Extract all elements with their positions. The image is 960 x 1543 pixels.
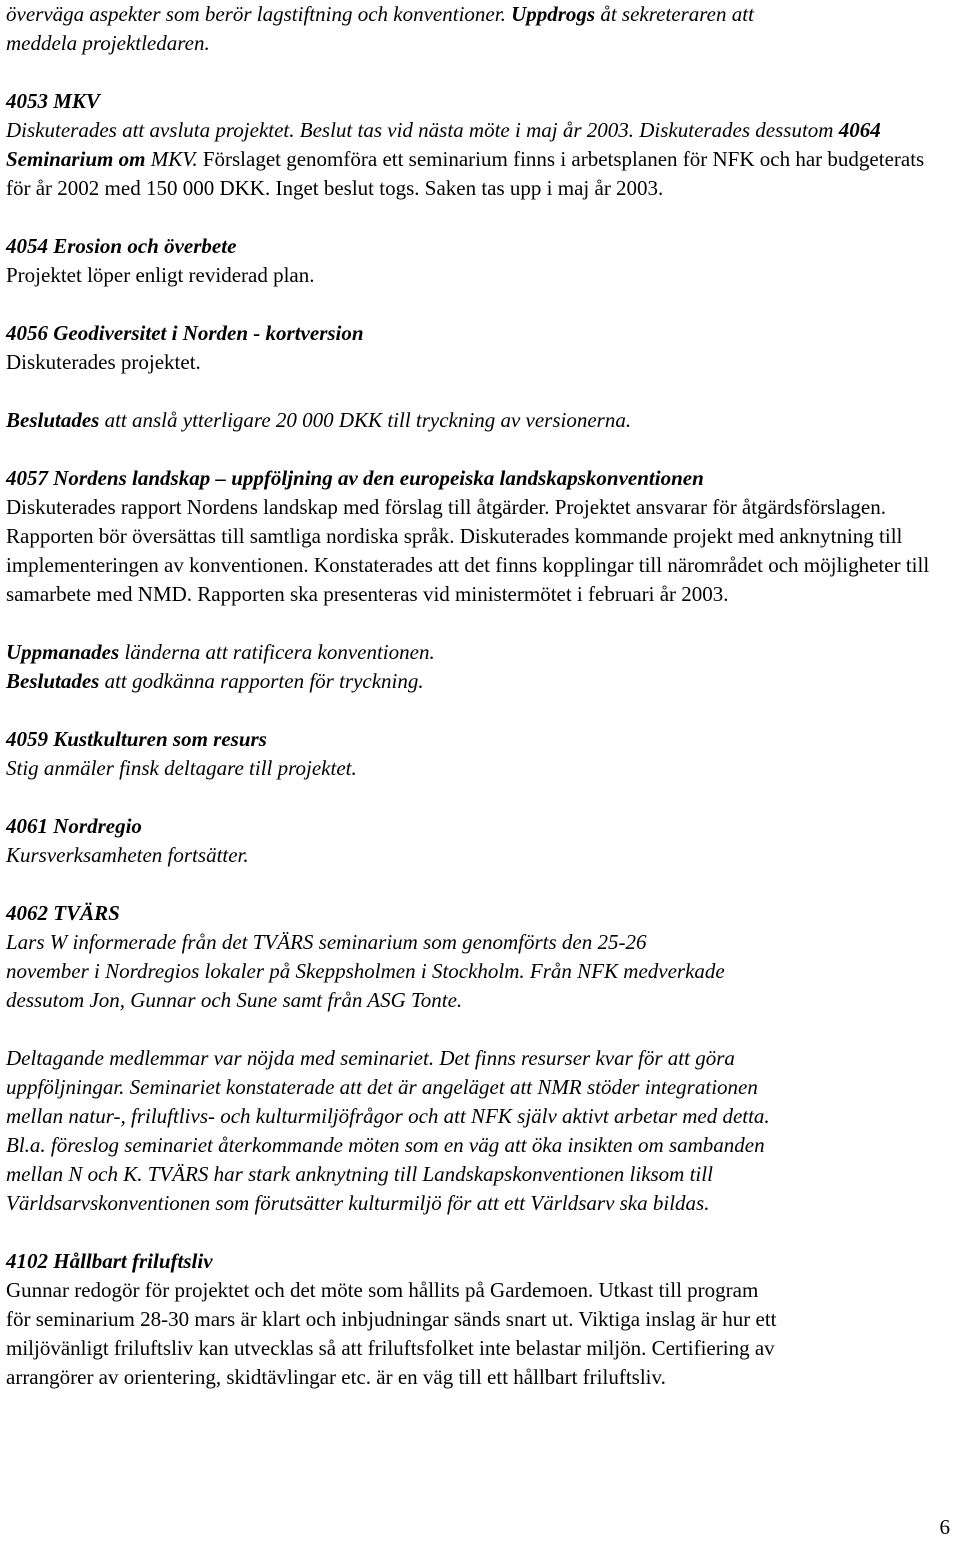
intro-text-line2: meddela projektledaren.: [6, 31, 210, 55]
section-4062-line: november i Nordregios lokaler på Skeppsholmen i Stockholm. Från NFK medverkade: [6, 959, 725, 983]
section-4054: [6, 232, 951, 290]
decision-verb: Uppmanades: [6, 640, 120, 664]
section-heading-4053: 4053 MKV: [6, 89, 100, 113]
section-4057: [6, 464, 951, 609]
section-4059: [6, 725, 951, 783]
section-heading-4102: 4102 Hållbart friluftsliv: [6, 1249, 213, 1273]
section-4062-followup: [6, 1044, 951, 1218]
decision-text: att godkänna rapporten för tryckning.: [99, 669, 424, 693]
section-4057-decisions: [6, 638, 951, 696]
section-4062-line: mellan N och K. TVÄRS har stark anknytning till Landskapskonventionen liksom till: [6, 1162, 713, 1186]
section-4053-text-mkv: MKV.: [145, 147, 203, 171]
section-4062: [6, 899, 951, 1015]
section-heading-4062: 4062 TVÄRS: [6, 901, 120, 925]
section-4102-line: arrangörer av orientering, skidtävlingar etc. är en väg till ett hållbart friluftsliv.: [6, 1365, 666, 1389]
section-4102-line: för seminarium 28-30 mars är klart och inbjudningar sänds snart ut. Viktiga inslag är hur ett: [6, 1307, 777, 1331]
section-4062-line: mellan natur-, friluftlivs- och kulturmiljöfrågor och att NFK själv aktivt arbetar med detta.: [6, 1104, 770, 1128]
decision-verb: Beslutades: [6, 669, 100, 693]
section-4062-line: Deltagande medlemmar var nöjda med seminariet. Det finns resurser kvar för att göra: [6, 1046, 735, 1070]
intro-text-cont: åt sekreteraren att: [595, 2, 754, 26]
section-4057-body: Diskuterades rapport Nordens landskap med förslag till åtgärder. Projektet ansvarar för åtgärdsförslagen. Rapporten bör översättas till samtliga nordiska språk. Diskuterades kommande projekt med anknytning till implementeringen av konventionen. Konstaterades att det finns kopplingar till närområdet och möjligheter till samarbete med NMD. Rapporten ska presenteras vid ministermötet i februari år 2003.: [6, 495, 930, 606]
section-4053: [6, 87, 951, 203]
section-4061-body: Kursverksamheten fortsätter.: [6, 843, 249, 867]
section-4062-line: Världsarvskonventionen som förutsätter kulturmiljö för att ett Världsarv ska bildas.: [6, 1191, 710, 1215]
section-4054-body: Projektet löper enligt reviderad plan.: [6, 263, 315, 287]
page-number: 6: [939, 1515, 950, 1539]
section-heading-4057: 4057 Nordens landskap – uppföljning av den europeiska landskapskonventionen: [6, 466, 704, 490]
section-4056-body: Diskuterades projektet.: [6, 350, 201, 374]
decision-text: att anslå ytterligare 20 000 DKK till tryckning av versionerna.: [99, 408, 632, 432]
section-4053-text: Diskuterades att avsluta projektet. Beslut tas vid nästa möte i maj år 2003. Diskuterades dessutom: [6, 118, 839, 142]
section-4053-subheading: 4064 Seminarium om: [6, 118, 881, 171]
section-4062-line: uppföljningar. Seminariet konstaterade att det är angeläget att NMR stöder integrationen: [6, 1075, 758, 1099]
section-4062-line: Lars W informerade från det TVÄRS seminarium som genomförts den 25-26: [6, 930, 647, 954]
document-page: [6, 0, 951, 1392]
section-4102: [6, 1247, 951, 1392]
intro-text: överväga aspekter som berör lagstiftning och konventioner.: [6, 2, 512, 26]
section-4062-line: dessutom Jon, Gunnar och Sune samt från ASG Tonte.: [6, 988, 463, 1012]
section-heading-4056: 4056 Geodiversitet i Norden - kortversion: [6, 321, 364, 345]
section-4061: [6, 812, 951, 870]
decision-text: länderna att ratificera konventionen.: [119, 640, 435, 664]
section-heading-4061: 4061 Nordregio: [6, 814, 142, 838]
section-4059-body: Stig anmäler finsk deltagare till projektet.: [6, 756, 357, 780]
section-4062-line: Bl.a. föreslog seminariet återkommande möten som en väg att öka insikten om sambanden: [6, 1133, 765, 1157]
decision-verb: Beslutades: [6, 408, 100, 432]
intro-decision-verb: Uppdrogs: [511, 2, 596, 26]
section-heading-4054: 4054 Erosion och överbete: [6, 234, 237, 258]
section-4102-line: miljövänligt friluftsliv kan utvecklas så att friluftsfolket inte belastar miljön. Certifiering av: [6, 1336, 775, 1360]
section-heading-4059: 4059 Kustkulturen som resurs: [6, 727, 267, 751]
section-4056-decision: [6, 406, 951, 435]
section-4102-line: Gunnar redogör för projektet och det möte som hållits på Gardemoen. Utkast till program: [6, 1278, 759, 1302]
intro-paragraph: [6, 0, 951, 58]
section-4056: [6, 319, 951, 377]
section-4053-text-cont: Förslaget genomföra ett seminarium finns i arbetsplanen för NFK och har budgeterats för år 2002 med 150 000 DKK. Inget beslut togs. Saken tas upp i maj år 2003.: [6, 147, 925, 200]
